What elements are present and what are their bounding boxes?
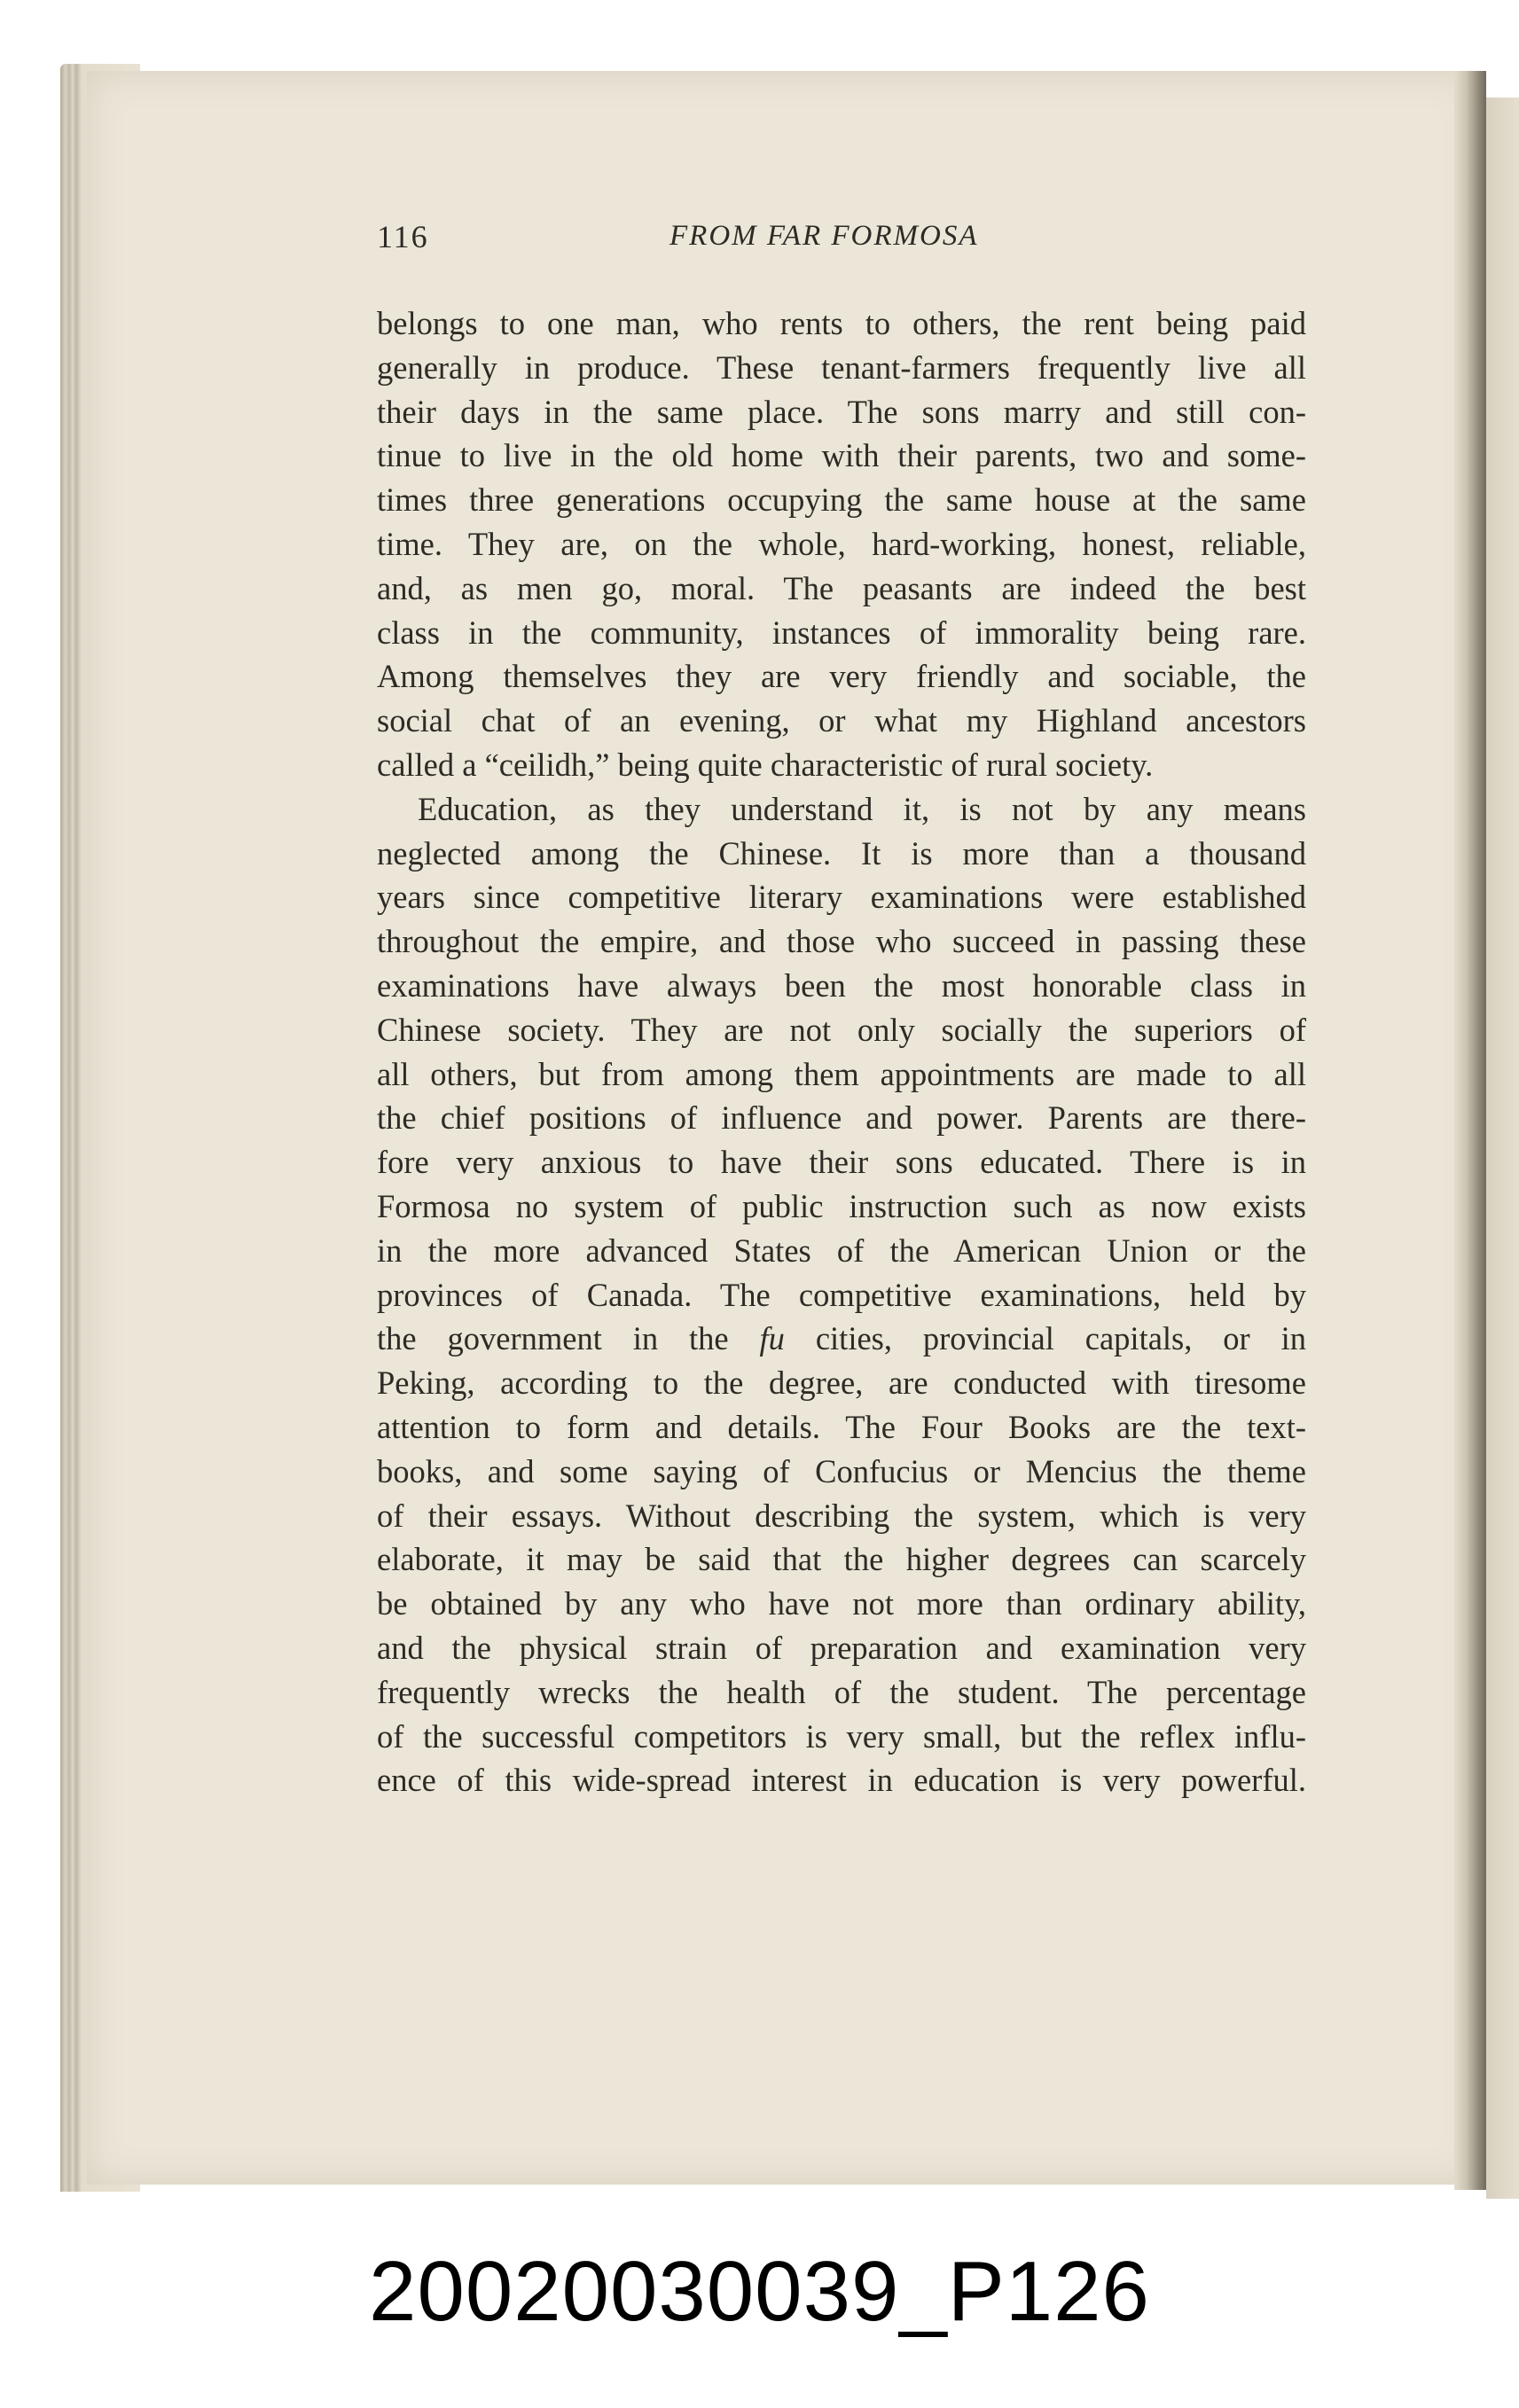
text-line: class in the community, instances of immorality being rare. — [377, 614, 1306, 651]
running-head — [377, 218, 1304, 271]
text-line: books, and some saying of Confucius or Mencius the theme — [377, 1452, 1306, 1489]
facing-page-edge — [1486, 98, 1519, 2199]
text-line: Chinese society. They are not only socially the superiors of — [377, 1011, 1306, 1048]
text-line: Formosa no system of public instruction such as now exists — [377, 1187, 1306, 1224]
text-line: neglected among the Chinese. It is more than a thousand — [377, 834, 1306, 872]
text-line: time. They are, on the whole, hard-working, honest, reliable, — [377, 525, 1306, 562]
text-line: their days in the same place. The sons marry and still con- — [377, 393, 1306, 430]
text-line: the government in the fu cities, provincial capitals, or in — [377, 1320, 1306, 1357]
text-line: all others, but from among them appointments are made to all — [377, 1055, 1306, 1092]
text-line: attention to form and details. The Four Books are the text- — [377, 1408, 1306, 1445]
text-line: be obtained by any who have not more than ordinary ability, — [377, 1585, 1306, 1622]
text-line: Among themselves they are very friendly and sociable, the — [377, 658, 1306, 695]
text-line: belongs to one man, who rents to others, the rent being paid — [377, 305, 1306, 341]
text-line: called a “ceilidh,” being quite characteristic of rural society. — [377, 746, 1154, 783]
book-gutter — [1454, 71, 1486, 2190]
archive-identifier: 20020030039_P126 — [369, 2244, 1150, 2339]
text-line: years since competitive literary examinations were established — [377, 879, 1306, 916]
page-number: 116 — [377, 219, 429, 254]
text-line: in the more advanced States of the American Union or the — [377, 1231, 1306, 1269]
text-line: frequently wrecks the health of the student. The percentage — [377, 1673, 1306, 1710]
text-line: throughout the empire, and those who succeed in passing these — [377, 923, 1306, 960]
text-line: examinations have always been the most honorable class in — [377, 966, 1306, 1004]
text-line: generally in produce. These tenant-farmers frequently live all — [377, 348, 1306, 386]
text-line: provinces of Canada. The competitive examinations, held by — [377, 1276, 1306, 1313]
running-title: FROM FAR FORMOSA — [669, 220, 979, 252]
text-line: and the physical strain of preparation and examination very — [377, 1629, 1306, 1666]
text-line: of their essays. Without describing the system, which is very — [377, 1497, 1306, 1534]
text-line: times three generations occupying the same house at the same — [377, 481, 1306, 519]
text-line: ence of this wide-spread interest in education is very powerful. — [377, 1762, 1306, 1799]
paragraph-start-line: Education, as they understand it, is not by any means — [418, 790, 1306, 827]
text-line: social chat of an evening, or what my Highland ancestors — [377, 702, 1306, 739]
text-line: and, as men go, moral. The peasants are indeed the best — [377, 569, 1306, 606]
text-line: fore very anxious to have their sons educated. There is in — [377, 1144, 1306, 1181]
text-line: of the successful competitors is very small, but the reflex influ- — [377, 1717, 1306, 1755]
text-line: tinue to live in the old home with their parents, two and some- — [377, 437, 1306, 474]
italic-word: fu — [759, 1320, 785, 1357]
text-line: Peking, according to the degree, are conducted with tiresome — [377, 1364, 1306, 1402]
text-line: elaborate, it may be said that the higher degrees can scarcely — [377, 1541, 1306, 1578]
body-text — [377, 301, 1306, 1802]
text-line: the chief positions of influence and power. Parents are there- — [377, 1099, 1306, 1137]
